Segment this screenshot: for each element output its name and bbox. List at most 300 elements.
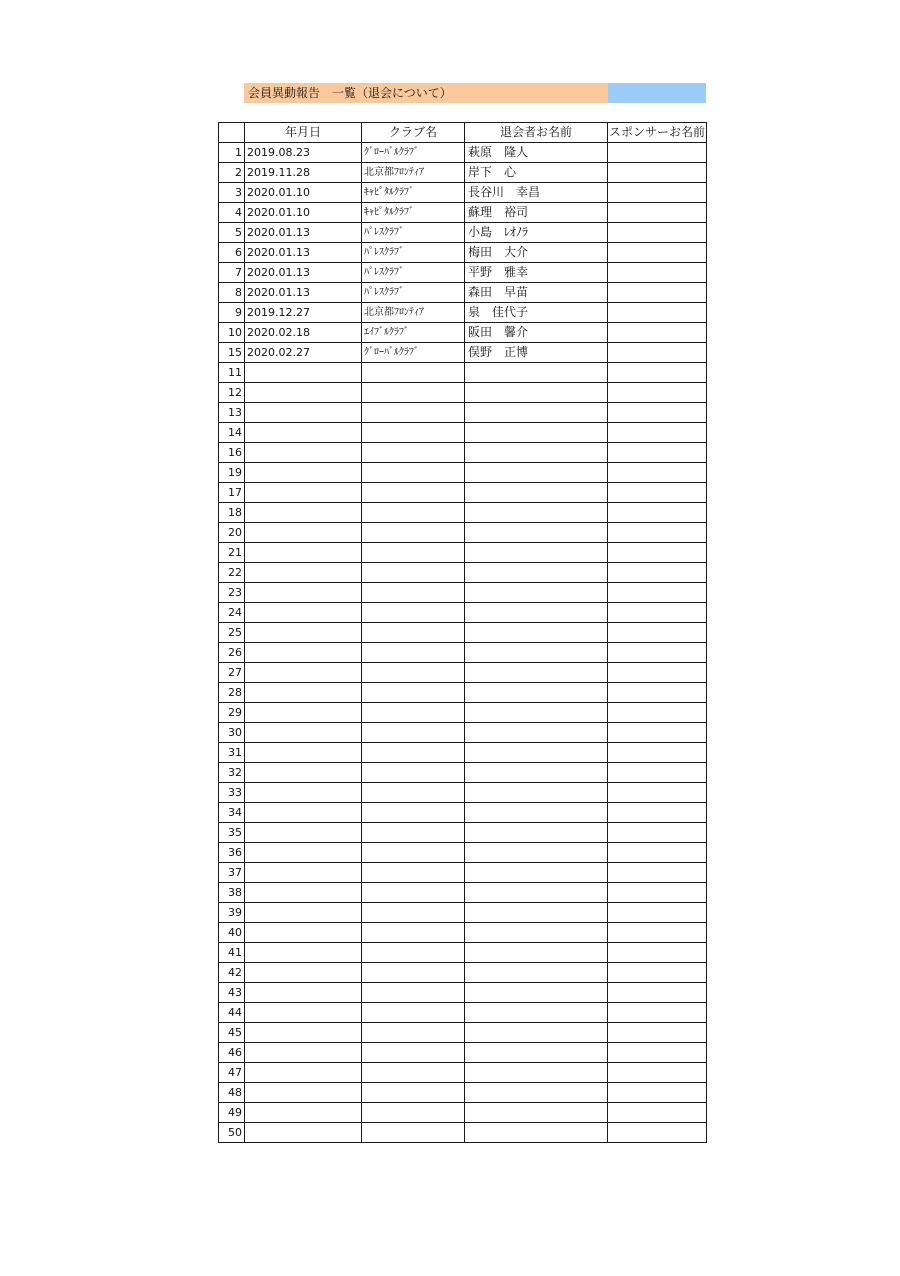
club-cell: 北京都ﾌﾛﾝﾃｨｱ bbox=[362, 163, 465, 183]
table-row bbox=[219, 303, 707, 323]
sponsor-cell bbox=[608, 563, 707, 583]
header-row bbox=[219, 123, 707, 143]
table-row bbox=[219, 903, 707, 923]
date-cell bbox=[245, 743, 362, 763]
row-number: 9 bbox=[219, 303, 245, 323]
date-cell bbox=[245, 1063, 362, 1083]
table-row bbox=[219, 163, 707, 183]
club-cell bbox=[362, 563, 465, 583]
table-row bbox=[219, 263, 707, 283]
row-number: 33 bbox=[219, 783, 245, 803]
sponsor-cell bbox=[608, 703, 707, 723]
date-cell bbox=[245, 903, 362, 923]
member-name-cell bbox=[465, 383, 608, 403]
sponsor-cell bbox=[608, 583, 707, 603]
row-number: 3 bbox=[219, 183, 245, 203]
sponsor-cell bbox=[608, 283, 707, 303]
member-name-cell bbox=[465, 703, 608, 723]
club-cell: ﾊﾟﾚｽｸﾗﾌﾞ bbox=[362, 223, 465, 243]
sponsor-cell bbox=[608, 903, 707, 923]
row-number: 4 bbox=[219, 203, 245, 223]
date-cell bbox=[245, 1043, 362, 1063]
row-number: 26 bbox=[219, 643, 245, 663]
club-cell: ｷｬﾋﾟﾀﾙｸﾗﾌﾞ bbox=[362, 183, 465, 203]
sponsor-cell bbox=[608, 523, 707, 543]
member-name-cell bbox=[465, 563, 608, 583]
table-row bbox=[219, 483, 707, 503]
sponsor-cell bbox=[608, 503, 707, 523]
row-number: 38 bbox=[219, 883, 245, 903]
club-cell bbox=[362, 783, 465, 803]
date-cell bbox=[245, 783, 362, 803]
table-row bbox=[219, 623, 707, 643]
member-name-cell: 萩原 隆人 bbox=[465, 143, 608, 163]
date-cell bbox=[245, 663, 362, 683]
table-row bbox=[219, 603, 707, 623]
club-cell bbox=[362, 963, 465, 983]
table-row bbox=[219, 1003, 707, 1023]
row-number: 7 bbox=[219, 263, 245, 283]
member-name-cell bbox=[465, 843, 608, 863]
row-number: 2 bbox=[219, 163, 245, 183]
table-row bbox=[219, 143, 707, 163]
row-number: 16 bbox=[219, 443, 245, 463]
table-row bbox=[219, 243, 707, 263]
sponsor-cell bbox=[608, 303, 707, 323]
sponsor-cell bbox=[608, 923, 707, 943]
row-number: 35 bbox=[219, 823, 245, 843]
sponsor-cell bbox=[608, 1103, 707, 1123]
date-cell bbox=[245, 1103, 362, 1123]
date-cell: 2020.01.13 bbox=[245, 263, 362, 283]
club-cell bbox=[362, 483, 465, 503]
sponsor-cell bbox=[608, 1003, 707, 1023]
member-name-cell: 岸下 心 bbox=[465, 163, 608, 183]
club-cell bbox=[362, 903, 465, 923]
date-cell bbox=[245, 1003, 362, 1023]
sponsor-cell bbox=[608, 1063, 707, 1083]
sponsor-cell bbox=[608, 683, 707, 703]
date-cell bbox=[245, 543, 362, 563]
table-row bbox=[219, 563, 707, 583]
table-row bbox=[219, 423, 707, 443]
row-number: 14 bbox=[219, 423, 245, 443]
member-name-cell: 森田 早苗 bbox=[465, 283, 608, 303]
member-name-cell: 平野 雅幸 bbox=[465, 263, 608, 283]
row-number: 32 bbox=[219, 763, 245, 783]
sponsor-cell bbox=[608, 223, 707, 243]
date-cell: 2020.02.18 bbox=[245, 323, 362, 343]
row-number: 31 bbox=[219, 743, 245, 763]
sponsor-cell bbox=[608, 463, 707, 483]
club-cell bbox=[362, 423, 465, 443]
club-cell: ｷｬﾋﾟﾀﾙｸﾗﾌﾞ bbox=[362, 203, 465, 223]
row-number: 27 bbox=[219, 663, 245, 683]
club-cell bbox=[362, 703, 465, 723]
sponsor-cell bbox=[608, 1043, 707, 1063]
club-cell bbox=[362, 1023, 465, 1043]
table-row bbox=[219, 643, 707, 663]
sponsor-cell bbox=[608, 943, 707, 963]
table-row bbox=[219, 283, 707, 303]
club-cell bbox=[362, 923, 465, 943]
date-cell bbox=[245, 1023, 362, 1043]
table-row bbox=[219, 183, 707, 203]
table-row bbox=[219, 843, 707, 863]
member-name-cell bbox=[465, 803, 608, 823]
row-number: 5 bbox=[219, 223, 245, 243]
sponsor-cell bbox=[608, 343, 707, 363]
table-row bbox=[219, 543, 707, 563]
sponsor-cell bbox=[608, 743, 707, 763]
club-cell: ｸﾞﾛｰﾊﾞﾙｸﾗﾌﾞ bbox=[362, 143, 465, 163]
member-name-cell bbox=[465, 503, 608, 523]
date-cell: 2019.11.28 bbox=[245, 163, 362, 183]
club-cell bbox=[362, 683, 465, 703]
member-name-cell: 小島 ﾚｵﾉﾗ bbox=[465, 223, 608, 243]
club-cell bbox=[362, 803, 465, 823]
table-row bbox=[219, 1083, 707, 1103]
row-number: 46 bbox=[219, 1043, 245, 1063]
member-name-cell bbox=[465, 783, 608, 803]
row-number: 39 bbox=[219, 903, 245, 923]
row-number: 13 bbox=[219, 403, 245, 423]
table-row bbox=[219, 463, 707, 483]
date-cell bbox=[245, 483, 362, 503]
date-cell bbox=[245, 883, 362, 903]
member-name-cell bbox=[465, 983, 608, 1003]
table-row bbox=[219, 763, 707, 783]
sponsor-cell bbox=[608, 843, 707, 863]
club-cell bbox=[362, 583, 465, 603]
club-cell bbox=[362, 1043, 465, 1063]
sponsor-cell bbox=[608, 723, 707, 743]
date-cell bbox=[245, 823, 362, 843]
club-cell bbox=[362, 863, 465, 883]
sponsor-cell bbox=[608, 363, 707, 383]
sponsor-cell bbox=[608, 403, 707, 423]
member-name-cell bbox=[465, 883, 608, 903]
date-cell bbox=[245, 803, 362, 823]
table-row bbox=[219, 503, 707, 523]
club-cell: ﾊﾟﾚｽｸﾗﾌﾞ bbox=[362, 283, 465, 303]
member-name-cell bbox=[465, 823, 608, 843]
table-row bbox=[219, 963, 707, 983]
sponsor-cell bbox=[608, 543, 707, 563]
date-cell bbox=[245, 723, 362, 743]
club-cell: ｸﾞﾛｰﾊﾞﾙｸﾗﾌﾞ bbox=[362, 343, 465, 363]
member-name-cell bbox=[465, 443, 608, 463]
date-cell bbox=[245, 1123, 362, 1143]
member-name-cell bbox=[465, 923, 608, 943]
member-name-cell bbox=[465, 543, 608, 563]
table-row bbox=[219, 583, 707, 603]
member-name-cell bbox=[465, 1123, 608, 1143]
date-cell: 2020.01.10 bbox=[245, 183, 362, 203]
member-name-cell bbox=[465, 403, 608, 423]
club-cell bbox=[362, 983, 465, 1003]
table-row bbox=[219, 1023, 707, 1043]
date-cell bbox=[245, 383, 362, 403]
club-cell bbox=[362, 763, 465, 783]
member-name-cell: 梅田 大介 bbox=[465, 243, 608, 263]
date-cell: 2020.01.10 bbox=[245, 203, 362, 223]
date-cell bbox=[245, 423, 362, 443]
date-cell bbox=[245, 623, 362, 643]
table-row bbox=[219, 823, 707, 843]
sponsor-cell bbox=[608, 803, 707, 823]
date-cell bbox=[245, 363, 362, 383]
sponsor-cell bbox=[608, 783, 707, 803]
member-name-cell bbox=[465, 1083, 608, 1103]
date-cell bbox=[245, 643, 362, 663]
member-name-cell bbox=[465, 863, 608, 883]
row-number: 19 bbox=[219, 463, 245, 483]
row-number: 36 bbox=[219, 843, 245, 863]
row-number: 20 bbox=[219, 523, 245, 543]
row-number: 18 bbox=[219, 503, 245, 523]
date-cell: 2020.01.13 bbox=[245, 223, 362, 243]
sponsor-cell bbox=[608, 323, 707, 343]
club-cell bbox=[362, 843, 465, 863]
sponsor-cell bbox=[608, 763, 707, 783]
table-row bbox=[219, 443, 707, 463]
sponsor-cell bbox=[608, 1123, 707, 1143]
row-number: 10 bbox=[219, 323, 245, 343]
row-number: 28 bbox=[219, 683, 245, 703]
sponsor-cell bbox=[608, 243, 707, 263]
sponsor-cell bbox=[608, 983, 707, 1003]
title-accent-cell bbox=[608, 83, 706, 103]
report-title: 会員異動報告 一覧（退会について） bbox=[244, 83, 608, 103]
date-cell bbox=[245, 563, 362, 583]
club-cell bbox=[362, 743, 465, 763]
table-row bbox=[219, 923, 707, 943]
sponsor-cell bbox=[608, 263, 707, 283]
row-number: 40 bbox=[219, 923, 245, 943]
table-row bbox=[219, 403, 707, 423]
sponsor-cell bbox=[608, 603, 707, 623]
club-cell bbox=[362, 943, 465, 963]
member-name-cell bbox=[465, 523, 608, 543]
row-number: 8 bbox=[219, 283, 245, 303]
date-cell bbox=[245, 703, 362, 723]
table-row bbox=[219, 203, 707, 223]
table-row bbox=[219, 1043, 707, 1063]
row-number: 12 bbox=[219, 383, 245, 403]
member-name-cell bbox=[465, 363, 608, 383]
club-cell bbox=[362, 523, 465, 543]
member-name-cell: 泉 佳代子 bbox=[465, 303, 608, 323]
member-name-cell bbox=[465, 723, 608, 743]
sponsor-cell bbox=[608, 623, 707, 643]
member-name-cell bbox=[465, 1103, 608, 1123]
header-date: 年月日 bbox=[245, 123, 362, 143]
row-number: 49 bbox=[219, 1103, 245, 1123]
header-member-name: 退会者お名前 bbox=[465, 123, 608, 143]
member-name-cell: 蘇理 裕司 bbox=[465, 203, 608, 223]
table-row bbox=[219, 723, 707, 743]
member-name-cell bbox=[465, 943, 608, 963]
row-number: 22 bbox=[219, 563, 245, 583]
row-number: 11 bbox=[219, 363, 245, 383]
table-row bbox=[219, 383, 707, 403]
club-cell: ﾊﾟﾚｽｸﾗﾌﾞ bbox=[362, 263, 465, 283]
table-row bbox=[219, 863, 707, 883]
table-row bbox=[219, 1063, 707, 1083]
date-cell: 2019.12.27 bbox=[245, 303, 362, 323]
date-cell bbox=[245, 603, 362, 623]
member-name-cell bbox=[465, 1003, 608, 1023]
row-number: 43 bbox=[219, 983, 245, 1003]
table-row bbox=[219, 703, 707, 723]
sponsor-cell bbox=[608, 183, 707, 203]
club-cell bbox=[362, 463, 465, 483]
sponsor-cell bbox=[608, 203, 707, 223]
sponsor-cell bbox=[608, 663, 707, 683]
club-cell bbox=[362, 1123, 465, 1143]
club-cell bbox=[362, 1003, 465, 1023]
row-number: 41 bbox=[219, 943, 245, 963]
member-name-cell bbox=[465, 603, 608, 623]
row-number: 17 bbox=[219, 483, 245, 503]
withdrawal-table bbox=[218, 122, 707, 1143]
row-number: 42 bbox=[219, 963, 245, 983]
table-row bbox=[219, 223, 707, 243]
sponsor-cell bbox=[608, 143, 707, 163]
table-row bbox=[219, 363, 707, 383]
table-row bbox=[219, 683, 707, 703]
sponsor-cell bbox=[608, 483, 707, 503]
date-cell bbox=[245, 683, 362, 703]
table-row bbox=[219, 323, 707, 343]
row-number: 47 bbox=[219, 1063, 245, 1083]
member-name-cell bbox=[465, 423, 608, 443]
row-number: 21 bbox=[219, 543, 245, 563]
date-cell: 2020.01.13 bbox=[245, 243, 362, 263]
row-number: 34 bbox=[219, 803, 245, 823]
club-cell bbox=[362, 623, 465, 643]
club-cell bbox=[362, 663, 465, 683]
club-cell bbox=[362, 823, 465, 843]
table-row bbox=[219, 883, 707, 903]
member-name-cell bbox=[465, 663, 608, 683]
sponsor-cell bbox=[608, 863, 707, 883]
row-number: 15 bbox=[219, 343, 245, 363]
header-sponsor-name: スポンサーお名前 bbox=[608, 123, 707, 143]
club-cell bbox=[362, 443, 465, 463]
date-cell bbox=[245, 843, 362, 863]
row-number: 30 bbox=[219, 723, 245, 743]
sponsor-cell bbox=[608, 643, 707, 663]
date-cell bbox=[245, 863, 362, 883]
table-row bbox=[219, 343, 707, 363]
member-name-cell bbox=[465, 483, 608, 503]
row-number: 48 bbox=[219, 1083, 245, 1103]
table-row bbox=[219, 983, 707, 1003]
club-cell bbox=[362, 503, 465, 523]
club-cell bbox=[362, 543, 465, 563]
member-name-cell bbox=[465, 1063, 608, 1083]
sponsor-cell bbox=[608, 823, 707, 843]
date-cell bbox=[245, 1083, 362, 1103]
date-cell bbox=[245, 943, 362, 963]
table-row bbox=[219, 743, 707, 763]
table-row bbox=[219, 1123, 707, 1143]
row-number: 45 bbox=[219, 1023, 245, 1043]
date-cell bbox=[245, 963, 362, 983]
sponsor-cell bbox=[608, 963, 707, 983]
sponsor-cell bbox=[608, 443, 707, 463]
club-cell: ﾊﾟﾚｽｸﾗﾌﾞ bbox=[362, 243, 465, 263]
row-number: 24 bbox=[219, 603, 245, 623]
member-name-cell: 阪田 馨介 bbox=[465, 323, 608, 343]
date-cell bbox=[245, 763, 362, 783]
club-cell bbox=[362, 383, 465, 403]
date-cell bbox=[245, 523, 362, 543]
member-name-cell bbox=[465, 463, 608, 483]
date-cell bbox=[245, 983, 362, 1003]
table-row bbox=[219, 1103, 707, 1123]
member-name-cell: 俣野 正博 bbox=[465, 343, 608, 363]
date-cell: 2020.01.13 bbox=[245, 283, 362, 303]
club-cell: 北京都ﾌﾛﾝﾃｨｱ bbox=[362, 303, 465, 323]
row-number: 23 bbox=[219, 583, 245, 603]
date-cell: 2020.02.27 bbox=[245, 343, 362, 363]
row-number: 29 bbox=[219, 703, 245, 723]
report-title-bar bbox=[244, 83, 706, 103]
member-name-cell bbox=[465, 763, 608, 783]
header-club: クラブ名 bbox=[362, 123, 465, 143]
club-cell bbox=[362, 723, 465, 743]
club-cell bbox=[362, 1103, 465, 1123]
member-name-cell bbox=[465, 963, 608, 983]
row-number: 44 bbox=[219, 1003, 245, 1023]
date-cell bbox=[245, 443, 362, 463]
row-number: 25 bbox=[219, 623, 245, 643]
table-row bbox=[219, 783, 707, 803]
member-name-cell bbox=[465, 743, 608, 763]
row-number: 50 bbox=[219, 1123, 245, 1143]
row-number: 6 bbox=[219, 243, 245, 263]
sponsor-cell bbox=[608, 383, 707, 403]
club-cell bbox=[362, 1063, 465, 1083]
date-cell bbox=[245, 463, 362, 483]
date-cell bbox=[245, 503, 362, 523]
club-cell bbox=[362, 1083, 465, 1103]
club-cell: ｴｲﾌﾞﾙｸﾗﾌﾞ bbox=[362, 323, 465, 343]
member-name-cell bbox=[465, 583, 608, 603]
date-cell bbox=[245, 583, 362, 603]
row-number: 37 bbox=[219, 863, 245, 883]
sponsor-cell bbox=[608, 163, 707, 183]
member-name-cell bbox=[465, 903, 608, 923]
sponsor-cell bbox=[608, 1083, 707, 1103]
member-name-cell: 長谷川 幸昌 bbox=[465, 183, 608, 203]
sponsor-cell bbox=[608, 423, 707, 443]
club-cell bbox=[362, 883, 465, 903]
club-cell bbox=[362, 403, 465, 423]
table-row bbox=[219, 523, 707, 543]
header-number bbox=[219, 123, 245, 143]
member-name-cell bbox=[465, 1023, 608, 1043]
date-cell bbox=[245, 923, 362, 943]
member-name-cell bbox=[465, 643, 608, 663]
row-number: 1 bbox=[219, 143, 245, 163]
member-name-cell bbox=[465, 683, 608, 703]
member-name-cell bbox=[465, 1043, 608, 1063]
club-cell bbox=[362, 603, 465, 623]
